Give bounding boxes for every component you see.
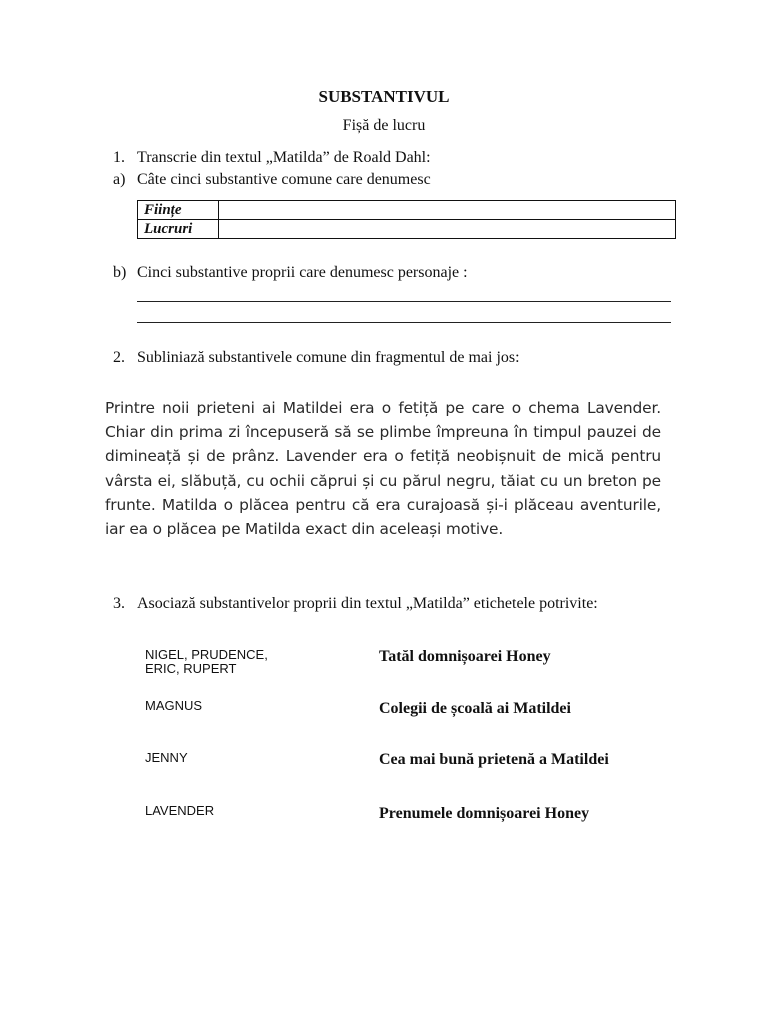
question-1b xyxy=(113,264,468,282)
question-2 xyxy=(113,349,520,367)
label-tatal: Tatăl domnișoarei Honey xyxy=(379,648,551,665)
name-lavender: LAVENDER xyxy=(145,803,215,818)
label-prenumele: Prenumele domnișoarei Honey xyxy=(379,805,590,822)
label-prietena: Cea mai bună prietenă a Matildei xyxy=(379,751,609,768)
question-1-text: Transcrie din textul „Matilda” de Roald Dahl: xyxy=(137,149,431,166)
table-row xyxy=(138,220,676,239)
question-3-number: 3. xyxy=(113,595,125,612)
worksheet-subtitle: Fișă de lucru xyxy=(342,117,426,134)
name-nigel-prudence: NIGEL, PRUDENCE, xyxy=(145,647,268,662)
question-1a-text: Câte cinci substantive comune care denumesc xyxy=(137,171,431,188)
table-answer-fiinte[interactable] xyxy=(219,201,676,220)
question-1-number: 1. xyxy=(113,149,125,166)
table-label-lucruri: Lucruri xyxy=(138,220,219,239)
answer-line[interactable] xyxy=(137,322,671,323)
question-2-number: 2. xyxy=(113,349,125,366)
text-fragment: Printre noii prieteni ai Matildei era o fetiță pe care o chema Lavender. Chiar din prima zi începuseră să se plimbe împreuna în timpul pauzei de dimineață și de prânz. Lavender era o fetiță neobișnuit de mică pentru vârsta ei, slăbuță, cu ochii căprui și cu părul negru, tăiat cu un breton pe frunte. Matilda o plăcea pentru că era curajoasă și-i plăceau aventurile, iar ea o plăcea pe Matilda exact din aceleași motive. xyxy=(105,399,661,539)
name-jenny: JENNY xyxy=(145,750,188,765)
question-2-text: Subliniază substantivele comune din fragmentul de mai jos: xyxy=(137,349,520,366)
question-1 xyxy=(113,149,431,167)
label-colegii: Colegii de școală ai Matildei xyxy=(379,700,571,717)
name-eric-rupert: ERIC, RUPERT xyxy=(145,661,237,676)
answer-line[interactable] xyxy=(137,301,671,302)
name-magnus: MAGNUS xyxy=(145,698,203,713)
question-1b-text: Cinci substantive proprii care denumesc personaje : xyxy=(137,264,468,281)
worksheet-title: SUBSTANTIVUL xyxy=(318,87,450,106)
question-1a xyxy=(113,171,431,189)
answer-table xyxy=(137,200,676,239)
question-3 xyxy=(113,595,598,613)
question-3-text: Asociază substantivelor proprii din textul „Matilda” etichetele potrivite: xyxy=(137,595,598,612)
question-1b-marker: b) xyxy=(113,264,127,281)
table-row xyxy=(138,201,676,220)
table-label-fiinte: Ființe xyxy=(138,201,219,220)
question-1a-marker: a) xyxy=(113,171,126,188)
table-answer-lucruri[interactable] xyxy=(219,220,676,239)
